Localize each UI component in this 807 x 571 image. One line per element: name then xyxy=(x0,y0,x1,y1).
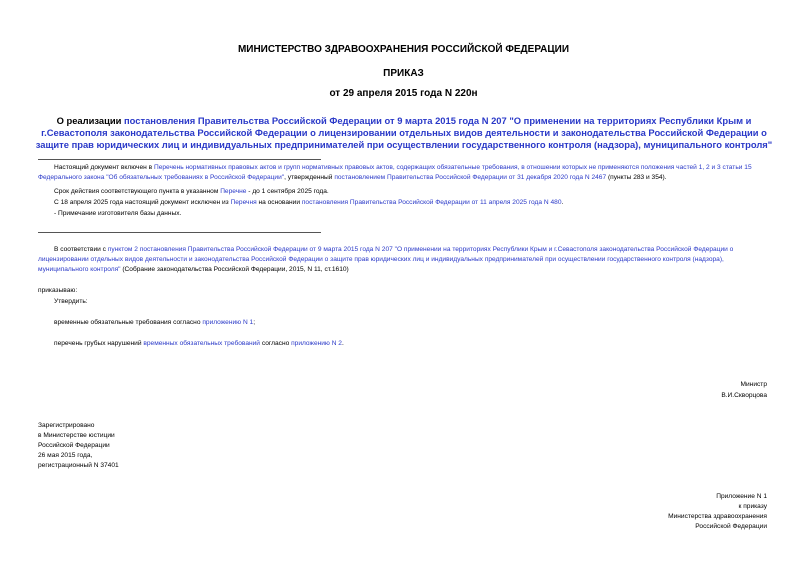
database-note xyxy=(38,163,768,219)
note-paragraph-1 xyxy=(38,163,768,183)
decree-207-link[interactable]: постановления Правительства Российской Федерации от 9 марта 2015 года N 207 "О применении на территориях Республики Крым и г.Севастополя законодательства Российской Федерации о лицензировании отдельных видов деятельности и законодательства Российской Федерации о защите прав юридических лиц и индивидуальных предпринимателей при осуществлении государственного контроля (надзора), муниципального контроля" xyxy=(38,246,734,273)
appendix-2-link[interactable]: приложению N 2 xyxy=(291,340,342,347)
clause-2-link[interactable]: пунктом 2 xyxy=(107,246,138,253)
body-text: перечень грубых нарушений xyxy=(54,340,144,347)
note-text: Настоящий документ включен в xyxy=(54,164,154,171)
approve-word: Утвердить: xyxy=(54,298,88,305)
note-text: - до 1 сентября 2025 года. xyxy=(246,188,329,195)
body-text: временные обязательные требования согласно xyxy=(54,319,203,326)
note-text: , утвержденный xyxy=(284,174,335,181)
order-word: приказываю: xyxy=(38,287,78,294)
appendix-line: Приложение N 1 xyxy=(716,493,767,500)
approve-item-1 xyxy=(54,318,754,328)
title-resolution-link[interactable]: постановления Правительства Российской Федерации от 9 марта 2015 года N 207 "О применении на территориях Республики Крым и г.Севастополя законодательства Российской Федерации о лицензировании отдельных видов деятельности и законодательства Российской Федерации о защите прав юридических лиц и индивидуальных предпринимателей при осуществлении государственного контроля (надзора), муниципального контроля" xyxy=(35,115,773,150)
decree-2467-link[interactable]: постановлением Правительства Российской Федерации от 31 декабря 2020 года N 2467 xyxy=(334,174,607,181)
body-text: (Собрание законодательства Российской Федерации, 2015, N 11, ст.1610) xyxy=(120,266,349,273)
note-paragraph-3 xyxy=(38,198,768,208)
registration-line: Российской Федерации xyxy=(38,442,110,449)
signature-position: Министр xyxy=(740,381,767,388)
appendix-line: Министерства здравоохранения xyxy=(668,513,767,520)
doc-date-number: от 29 апреля 2015 года N 220н xyxy=(329,88,478,99)
list-link-2[interactable]: Перечня xyxy=(230,199,257,206)
document-title xyxy=(34,115,774,151)
registration-line: Зарегистрировано xyxy=(38,422,95,429)
note-text: (пункты 283 и 354). xyxy=(606,174,667,181)
body-text: согласно xyxy=(260,340,292,347)
body-text: . xyxy=(341,340,344,347)
basis-paragraph xyxy=(38,245,768,275)
title-prefix: О реализации xyxy=(56,115,125,126)
registration-line: 26 мая 2015 года, xyxy=(38,452,93,459)
temporary-requirements-link[interactable]: временных обязательных требований xyxy=(143,340,260,347)
note-text: на основании xyxy=(256,199,302,206)
body-text: В соответствии с xyxy=(54,246,108,253)
note-text: . xyxy=(561,199,564,206)
approve-item-2 xyxy=(54,339,754,349)
note-bottom-divider xyxy=(38,232,321,233)
decree-480-link[interactable]: постановления Правительства Российской Федерации от 11 апреля 2025 года N 480 xyxy=(301,199,562,206)
appendix-line: Российской Федерации xyxy=(695,523,767,530)
appendix-1-link[interactable]: приложению N 1 xyxy=(202,319,254,326)
signature-name: В.И.Скворцова xyxy=(721,392,767,399)
list-link-short[interactable]: Перечне xyxy=(220,188,247,195)
note-text: С 18 апреля 2025 года настоящий документ исключен из xyxy=(54,199,231,206)
appendix-line: к приказу xyxy=(738,503,767,510)
appendix-header xyxy=(668,492,767,532)
registration-block xyxy=(38,421,119,471)
note-paragraph-4: - Примечание изготовителя базы данных. xyxy=(54,210,182,217)
registration-line: в Министерстве юстиции xyxy=(38,432,115,439)
note-paragraph-2 xyxy=(38,187,768,197)
note-text: Срок действия соответствующего пункта в указанном xyxy=(54,188,221,195)
doc-type-heading: ПРИКАЗ xyxy=(383,68,424,79)
registration-line: регистрационный N 37401 xyxy=(38,462,119,469)
note-top-divider xyxy=(38,159,321,160)
ministry-heading: МИНИСТЕРСТВО ЗДРАВООХРАНЕНИЯ РОССИЙСКОЙ ФЕДЕРАЦИИ xyxy=(237,44,570,55)
body-text: ; xyxy=(253,319,256,326)
list-link[interactable]: Перечень нормативных правовых актов и групп нормативных правовых актов, содержащих обязательные требования, в отношении которых не применяются положения частей 1, 2 и 3 статьи 15 Федерального закона "Об обязательных требованиях в Российской Федерации" xyxy=(38,164,752,181)
